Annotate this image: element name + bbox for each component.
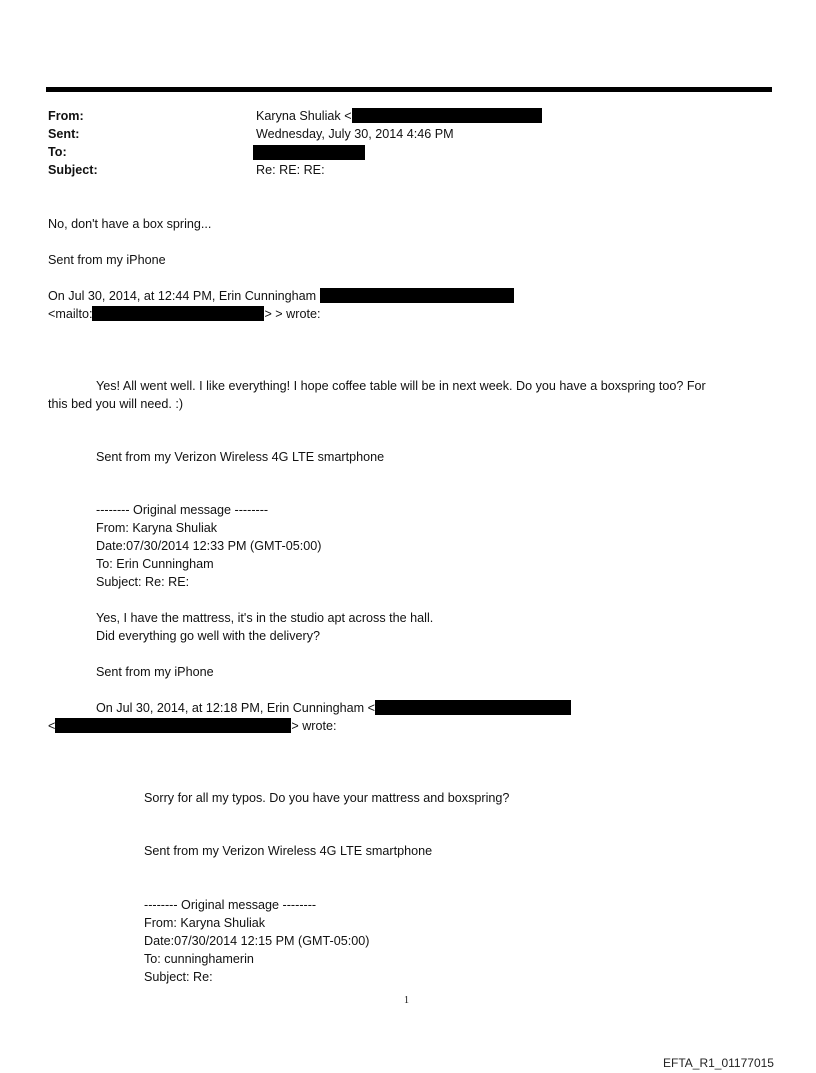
original-date-2: Date:07/30/2014 12:15 PM (GMT-05:00) <box>144 934 370 948</box>
karyna-message-line-1: Yes, I have the mattress, it's in the studio apt across the hall. <box>96 611 434 625</box>
original-to: To: Erin Cunningham <box>96 557 214 571</box>
subject-value: Re: RE: RE: <box>256 163 325 177</box>
to-redaction-box <box>253 145 365 160</box>
quote-header-line <box>48 287 514 305</box>
verizon-signature: Sent from my Verizon Wireless 4G LTE smartphone <box>96 450 385 464</box>
reply-text: No, don't have a box spring... <box>48 217 212 231</box>
lt-bracket: < <box>48 719 56 733</box>
from-label: From: <box>48 109 84 123</box>
subject-label: Subject: <box>48 163 98 177</box>
verizon-signature-2: Sent from my Verizon Wireless 4G LTE smartphone <box>144 844 433 858</box>
quote-header-line-2 <box>96 699 571 717</box>
original-message-header-2: -------- Original message -------- <box>144 898 317 912</box>
quote-attribution-2: On Jul 30, 2014, at 12:18 PM, Erin Cunningham < <box>96 701 375 715</box>
quote-address-line-2 <box>48 717 337 735</box>
redaction-box <box>375 700 571 715</box>
quote-attribution: On Jul 30, 2014, at 12:44 PM, Erin Cunningham <box>48 289 317 303</box>
erin-message-line-2: this bed you will need. :) <box>48 397 184 411</box>
original-to-2: To: cunninghamerin <box>144 952 254 966</box>
mailto-prefix: <mailto: <box>48 307 93 321</box>
original-subject: Subject: Re: RE: <box>96 575 190 589</box>
original-from: From: Karyna Shuliak <box>96 521 218 535</box>
wrote-text: > > wrote: <box>264 307 321 321</box>
redaction-box <box>55 718 291 733</box>
document-id-footer: EFTA_R1_01177015 <box>663 1056 774 1070</box>
karyna-message-line-2: Did everything go well with the delivery? <box>96 629 321 643</box>
erin-message-line-1: Yes! All went well. I like everything! I hope coffee table will be in next week. Do you have a boxspring too? For <box>96 379 706 393</box>
original-subject-2: Subject: Re: <box>144 970 213 984</box>
original-from-2: From: Karyna Shuliak <box>144 916 266 930</box>
sent-value: Wednesday, July 30, 2014 4:46 PM <box>256 127 454 141</box>
redaction-box <box>352 108 542 123</box>
sent-label: Sent: <box>48 127 80 141</box>
to-label: To: <box>48 145 67 159</box>
signature-iphone-2: Sent from my iPhone <box>96 665 214 679</box>
from-value <box>256 107 542 125</box>
header-rule <box>46 87 772 92</box>
page-number: 1 <box>404 995 409 1006</box>
original-message-header: -------- Original message -------- <box>96 503 269 517</box>
redaction-box <box>92 306 264 321</box>
from-name: Karyna Shuliak < <box>256 109 352 123</box>
wrote-text-2: > wrote: <box>291 719 337 733</box>
signature-iphone: Sent from my iPhone <box>48 253 166 267</box>
redaction-box <box>320 288 514 303</box>
quote-mailto-line <box>48 305 320 323</box>
erin-message-2: Sorry for all my typos. Do you have your mattress and boxspring? <box>144 791 510 805</box>
original-date: Date:07/30/2014 12:33 PM (GMT-05:00) <box>96 539 322 553</box>
